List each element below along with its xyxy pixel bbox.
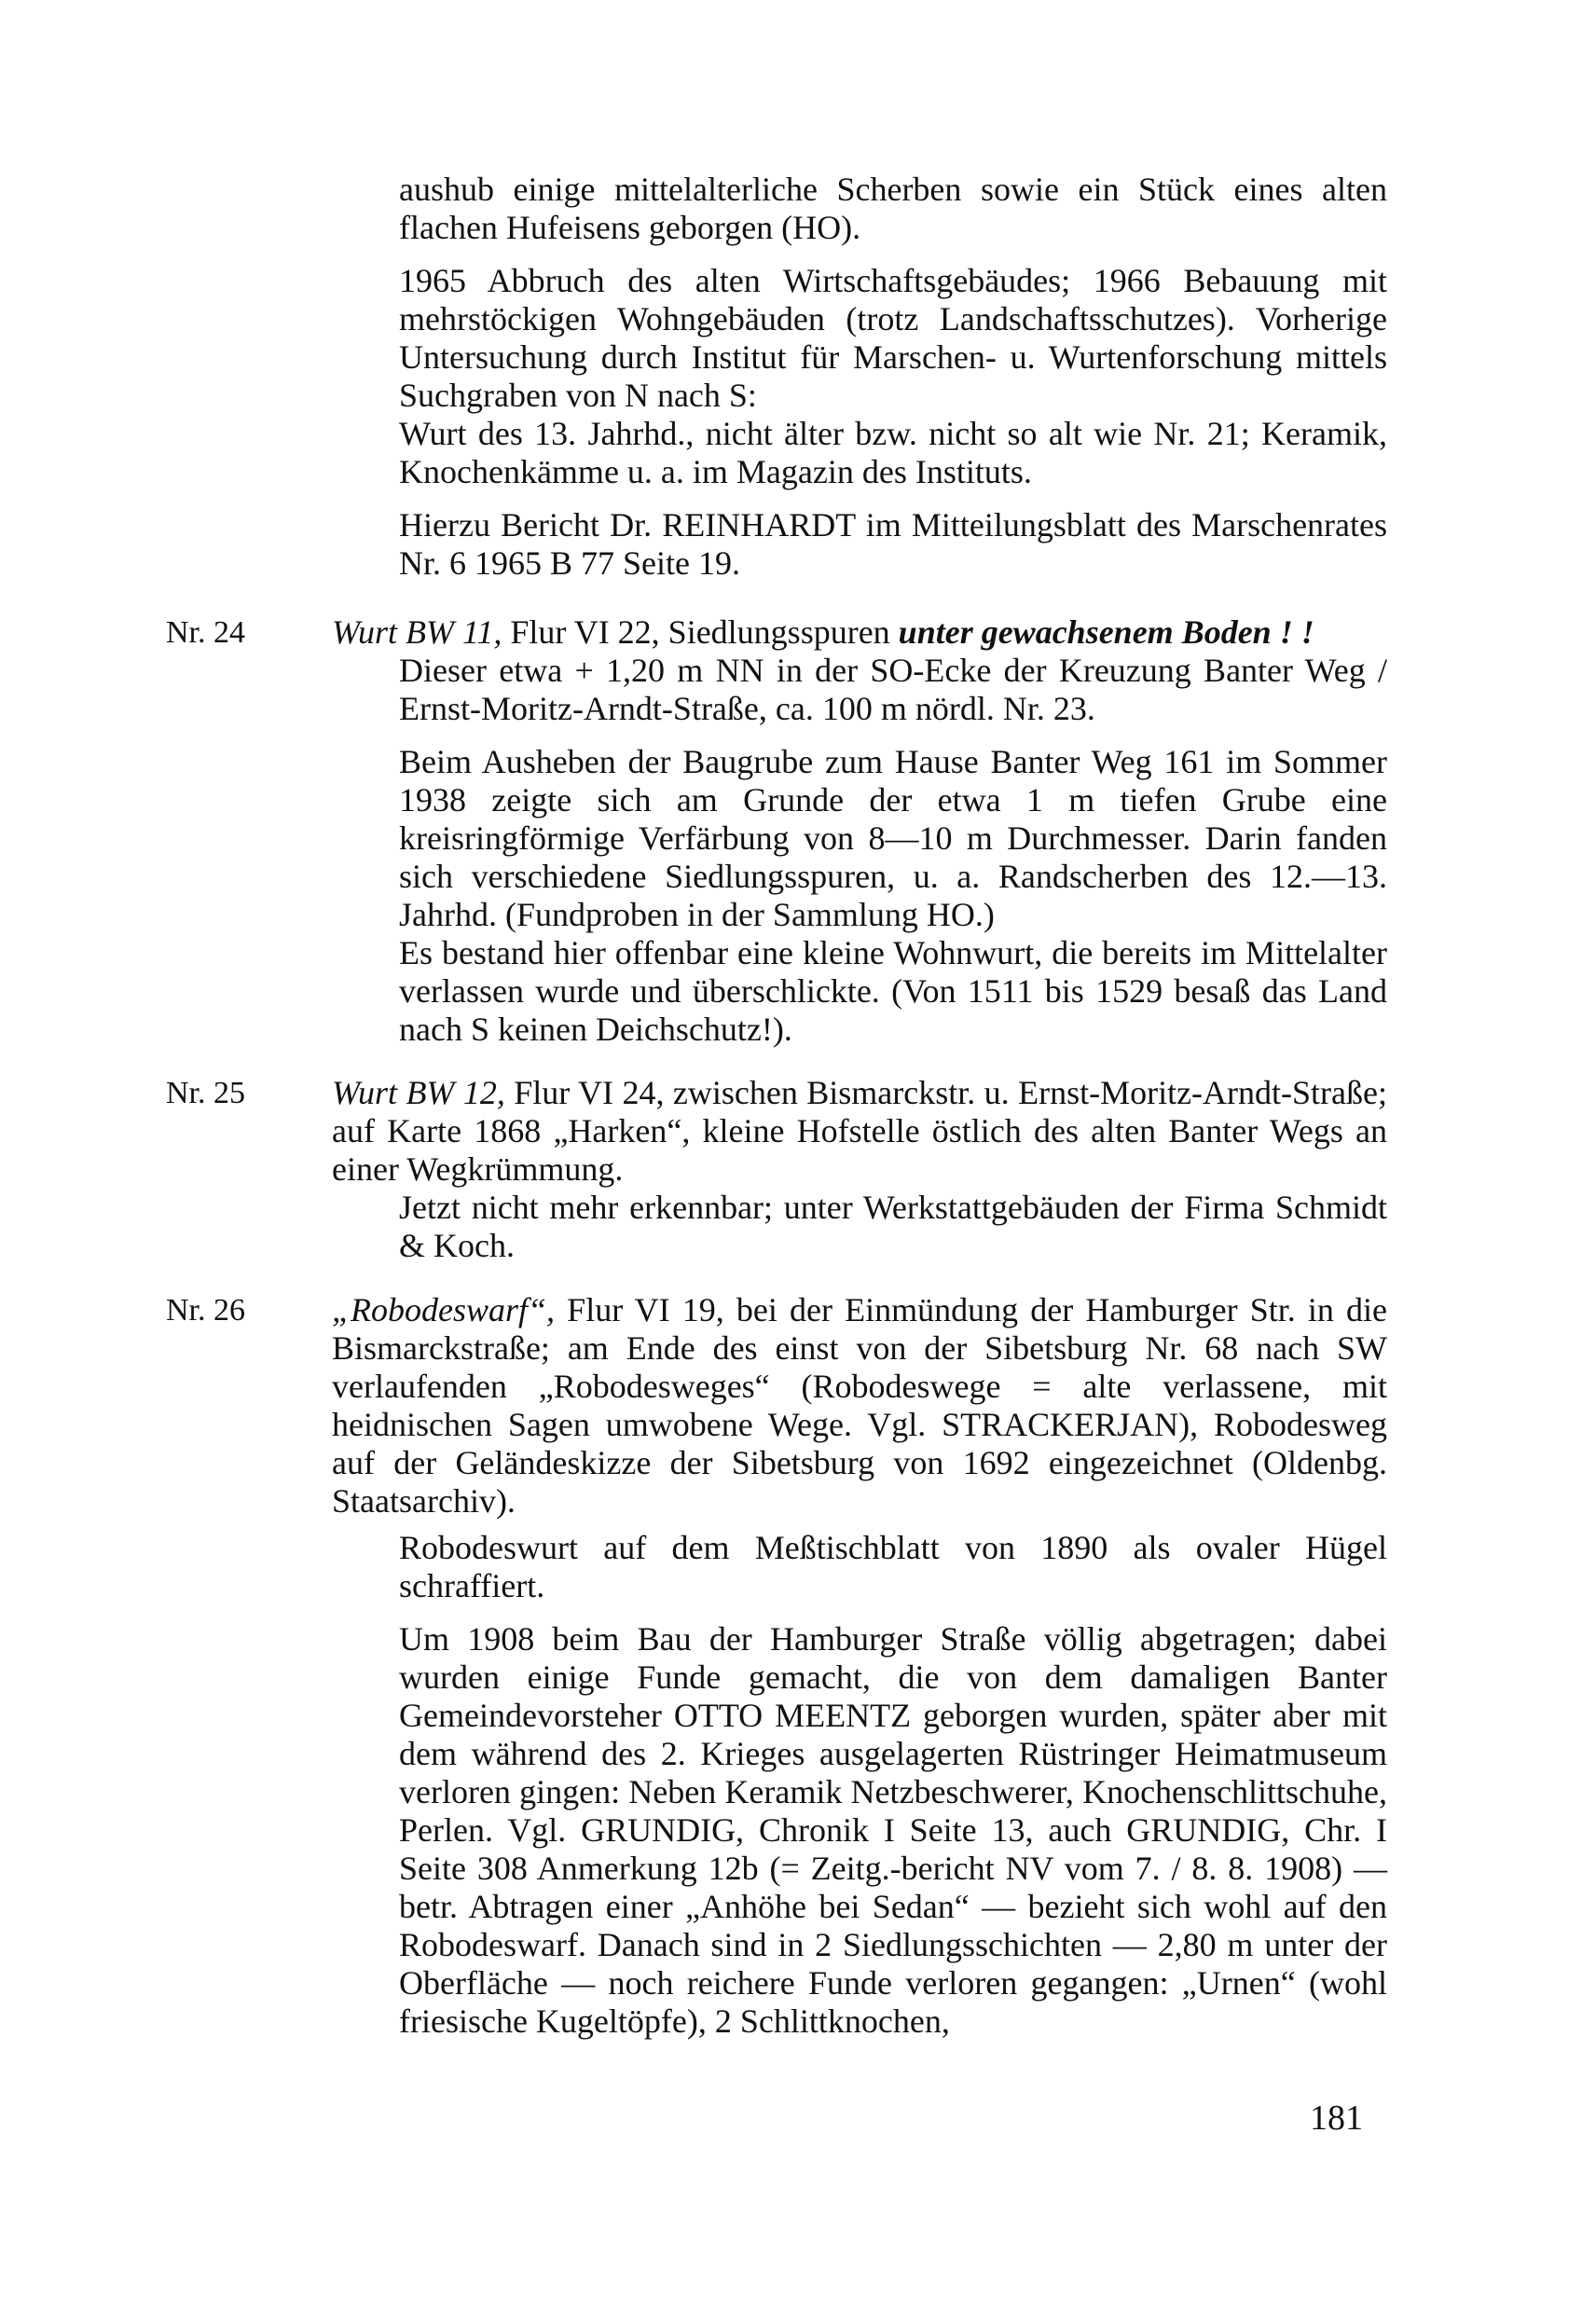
entry-title-rest-25: Flur VI 24, zwischen Bismarckstr. u. Ernst-Moritz-Arndt-Straße; auf Karte 1868 „Harken“, kleine Hofstelle östlich des alten Banter Wegs an einer Wegkrümmung.	[332, 1074, 1387, 1188]
entry-paragraph-25-1: Jetzt nicht mehr erkennbar; unter Werkstattgebäuden der Firma Schmidt & Koch.	[399, 1189, 1387, 1264]
entry-body-26	[399, 1529, 1387, 2041]
entry-title-rest-24: Flur VI 22, Siedlungsspuren	[502, 613, 899, 651]
intro-block	[399, 171, 1387, 583]
entry-body-25	[399, 1189, 1387, 1265]
entry-location-24: Dieser etwa + 1,20 m NN in der SO-Ecke der Kreuzung Banter Weg / Ernst-Moritz-Arndt-Straße, ca. 100 m nördl. Nr. 23.	[399, 652, 1387, 727]
intro-paragraph-4: Hierzu Bericht Dr. REINHARDT im Mitteilungsblatt des Marschenrates Nr. 6 1965 B 77 Seite 19.	[399, 506, 1387, 582]
entry-title-26: „Robodeswarf“,	[332, 1291, 556, 1328]
entry-number-24: Nr. 24	[166, 615, 245, 650]
entry-paragraph-24-1: Beim Ausheben der Baugrube zum Hause Banter Weg 161 im Sommer 1938 zeigte sich am Grunde der etwa 1 m tiefen Grube eine kreisringförmige Verfärbung von 8—10 m Durchmesser. Darin fanden sich verschiedene Siedlungsspuren, u. a. Randscherben des 12.—13. Jahrhd. (Fundproben in der Sammlung HO.)	[399, 743, 1387, 933]
entry-number-26: Nr. 26	[166, 1293, 245, 1328]
page-number: 181	[1310, 2099, 1363, 2138]
entry-heading-24	[332, 613, 1387, 652]
intro-paragraph-2: 1965 Abbruch des alten Wirtschaftsgebäudes; 1966 Bebauung mit mehrstöckigen Wohngebäuden (trotz Landschaftsschutzes). Vorherige Untersuchung durch Institut für Marschen- u. Wurtenforschung mittels Suchgraben von N nach S:	[399, 262, 1387, 414]
entry-paragraph-26-2: Um 1908 beim Bau der Hamburger Straße völlig abgetragen; dabei wurden einige Funde gemacht, die von dem damaligen Banter Gemeindevorsteher OTTO MEENTZ geborgen wurden, später aber mit dem während des 2. Krieges ausgelagerten Rüstringer Heimatmuseum verloren gingen: Neben Keramik Netzbeschwerer, Knochenschlittschuhe, Perlen. Vgl. GRUNDIG, Chronik I Seite 13, auch GRUNDIG, Chr. I Seite 308 Anmerkung 12b (= Zeitg.-bericht NV vom 7. / 8. 8. 1908) — betr. Abtragen einer „Anhöhe bei Sedan“ — bezieht sich wohl auf den Robodeswarf. Danach sind in 2 Siedlungsschichten — 2,80 m unter der Oberfläche — noch reichere Funde verloren gegangen: „Urnen“ (wohl friesische Kugeltöpfe), 2 Schlittknochen,	[399, 1620, 1387, 2040]
entry-title-25: Wurt BW 12,	[332, 1074, 505, 1111]
entry-body-24	[399, 652, 1387, 1049]
entry-paragraph-26-1: Robodeswurt auf dem Meßtischblatt von 1890 als ovaler Hügel schraffiert.	[399, 1529, 1387, 1604]
entry-paragraph-24-2: Es bestand hier offenbar eine kleine Wohnwurt, die bereits im Mittelalter verlassen wurde und überschlickte. (Von 1511 bis 1529 besaß das Land nach S keinen Deichschutz!).	[399, 934, 1387, 1048]
entry-emphasis-24: unter gewachsenem Boden ! !	[898, 613, 1314, 651]
intro-paragraph-1: aushub einige mittelalterliche Scherben sowie ein Stück eines alten flachen Hufeisens geborgen (HO).	[399, 171, 1387, 246]
entry-heading-26	[332, 1291, 1387, 1521]
entry-title-24: Wurt BW 11,	[332, 613, 502, 651]
intro-paragraph-3: Wurt des 13. Jahrhd., nicht älter bzw. nicht so alt wie Nr. 21; Keramik, Knochenkämme u. a. im Magazin des Instituts.	[399, 415, 1387, 490]
entry-heading-25	[332, 1074, 1387, 1189]
entry-number-25: Nr. 25	[166, 1076, 245, 1110]
entry-title-rest-26: Flur VI 19, bei der Einmündung der Hamburger Str. in die Bismarckstraße; am Ende des einst von der Sibetsburg Nr. 68 nach SW verlaufenden „Robodesweges“ (Robodeswege = alte verlassene, mit heidnischen Sagen umwobene Wege. Vgl. STRACKERJAN), Robodesweg auf der Geländeskizze der Sibetsburg von 1692 eingezeichnet (Oldenbg. Staatsarchiv).	[332, 1291, 1387, 1520]
